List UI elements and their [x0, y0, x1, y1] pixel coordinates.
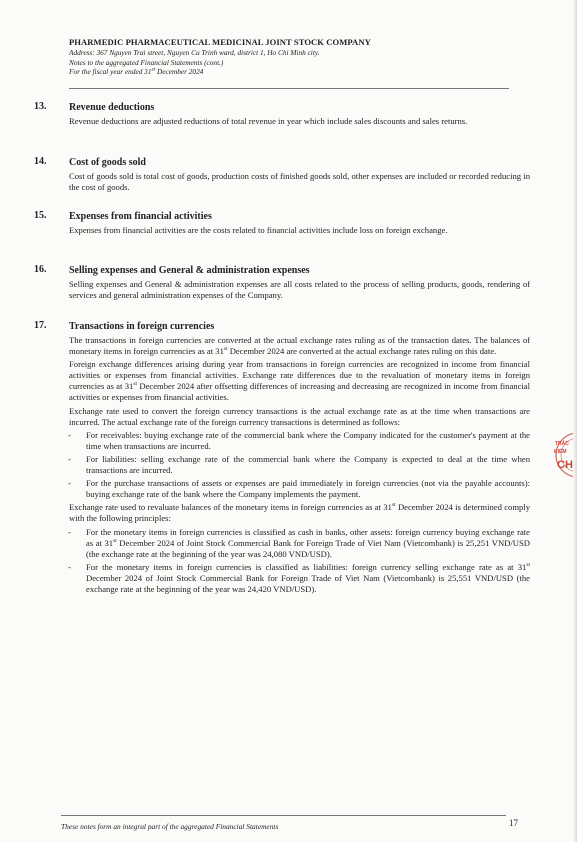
bullet-dash: -: [68, 526, 71, 537]
audit-seal-stamp: [554, 410, 573, 500]
section-title: Revenue deductions: [69, 102, 155, 113]
header-divider: [69, 88, 509, 89]
company-address: Address: 367 Nguyen Trai street, Nguyen Cu Trinh ward, district 1, Ho Chi Minh city.: [69, 48, 320, 57]
seal-text: CH: [557, 459, 573, 471]
paragraph: Expenses from financial activities are the costs related to financial activities include loss on foreign exchange.: [69, 225, 448, 235]
bullet-item: - For the purchase transactions of assets or expenses are paid immediately in foreign currencies (not via the payable accounts): buying exchange rate of the bank where the Company implements the payment.: [68, 478, 530, 500]
page-edge-shadow: [573, 0, 577, 842]
section-title: Transactions in foreign currencies: [69, 321, 215, 332]
section-number: 16.: [34, 264, 47, 275]
section-14: [34, 156, 530, 193]
paragraph: The transactions in foreign currencies are converted at the actual exchange rates ruling as of the transaction dates. The balances of monetary items in foreign currencies as at 31st December 2024 are converted at the actual exchange rates ruling on this date.: [69, 335, 530, 357]
footer-note: These notes form an integral part of the aggregated Financial Statements: [61, 822, 279, 831]
bullet-dash: -: [68, 561, 71, 572]
footer-divider: [61, 815, 506, 816]
section-number: 15.: [34, 210, 47, 221]
notes-subtitle: Notes to the aggregated Financial Statements (cont.): [69, 57, 224, 67]
bullet-dash: -: [68, 453, 71, 464]
bullet-item: - For receivables: buying exchange rate of the commercial bank where the Company indicated for the customer's payment at the time when transactions are incurred.: [68, 429, 530, 451]
section-number: 13.: [34, 101, 47, 112]
section-16: [34, 264, 530, 301]
bullet-dash: -: [68, 478, 71, 489]
bullet-item: - For the monetary items in foreign currencies is classified as cash in banks, other assets: foreign currency buying exchange rate as at 31st December 2024 of Joint Stock Commercial Bank for Foreign Trade of Viet Nam (Vietcombank) is 25,251 VND/USD (the exchange rate at the beginning of the year was 24,080 VND/USD).: [68, 526, 530, 559]
section-title: Selling expenses and General & administration expenses: [69, 265, 310, 276]
bullet-dash: -: [68, 429, 71, 440]
fiscal-period: For the fiscal year ended 31st December 2024: [69, 66, 204, 77]
section-title: Expenses from financial activities: [69, 211, 212, 222]
paragraph: Cost of goods sold is total cost of goods, production costs of finished goods sold, other expenses are included or recorded reducing in the cost of goods.: [69, 171, 530, 193]
section-13: [34, 101, 530, 127]
bullet-item: - For the monetary items in foreign currencies is classified as liabilities: foreign currency selling exchange rate as at 31st December 2024 of Joint Stock Commercial Bank for Foreign Trade of Viet Nam (Vietcombank) is 25,551 VND/USD (the exchange rate at the beginning of the year was 24,420 VND/USD).: [68, 561, 530, 594]
document-header: [69, 37, 509, 77]
seal-text: TRÁC: [555, 441, 569, 447]
section-number: 17.: [34, 320, 47, 331]
paragraph: Foreign exchange differences arising during year from transactions in foreign currencies are recognized in income from financial activities or expenses from financial activities. Exchange rate differences due to the revaluation of monetary items in foreign currencies as at 31st December 2024 after offsetting differences of increasing and decreasing are recognized in income from financial activities or expenses from financial activities.: [69, 359, 530, 403]
paragraph: Exchange rate used to convert the foreign currency transactions is the actual exchange rate as at the time when transactions are incurred. The actual exchange rate of the foreign currency transactions is determined as follows:: [69, 405, 530, 427]
paragraph: Selling expenses and General & administration expenses are all costs related to the process of selling products, goods, rendering of services and general administration expenses of the Company.: [69, 279, 530, 301]
section-title: Cost of goods sold: [69, 157, 146, 168]
page-number: 17: [509, 818, 518, 828]
section-number: 14.: [34, 156, 47, 167]
paragraph: Revenue deductions are adjusted reductions of total revenue in year which include sales discounts and sales returns.: [69, 116, 468, 126]
section-17: [34, 320, 530, 595]
section-15: [34, 210, 530, 236]
company-name: PHARMEDIC PHARMACEUTICAL MEDICINAL JOINT STOCK COMPANY: [69, 37, 371, 47]
paragraph: Exchange rate used to revaluate balances of the monetary items in foreign currencies as at 31st December 2024 is determined comply with the following principles:: [69, 502, 530, 524]
seal-text: KIỂM: [554, 449, 567, 455]
bullet-item: - For liabilities: selling exchange rate of the commercial bank where the Company is expected to deal at the time when transactions are incurred.: [68, 453, 530, 476]
